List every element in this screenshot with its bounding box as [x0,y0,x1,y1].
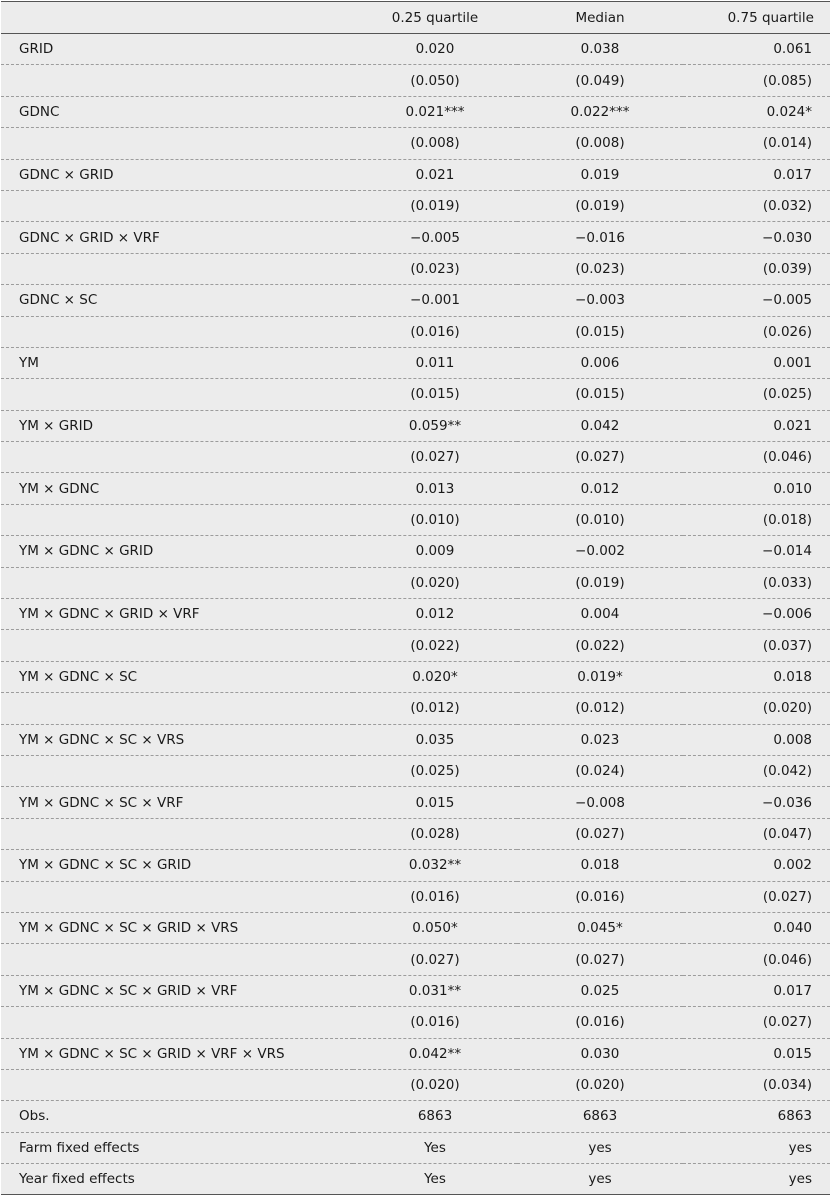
median-cell: 0.023 [517,724,683,755]
q25-cell: 0.011 [353,347,517,378]
variable-cell [1,1069,353,1100]
q25-cell: 0.015 [353,787,517,818]
q75-cell: (0.039) [683,253,830,284]
variable-cell: Farm fixed effects [1,1132,353,1163]
variable-cell [1,190,353,221]
regression-table [1,1,830,1195]
q75-cell: yes [683,1164,830,1195]
variable-cell [1,253,353,284]
median-cell: (0.020) [517,1069,683,1100]
median-cell: 0.038 [517,34,683,65]
median-cell: 0.030 [517,1038,683,1069]
q25-cell: 0.021 [353,159,517,190]
variable-cell: YM × GDNC × GRID × VRF [1,599,353,630]
table-row [1,975,830,1006]
q75-cell: 0.017 [683,975,830,1006]
median-cell: (0.027) [517,442,683,473]
median-cell: (0.019) [517,190,683,221]
median-cell: 0.042 [517,410,683,441]
table-row [1,693,830,724]
median-cell: 0.025 [517,975,683,1006]
median-cell: 0.019 [517,159,683,190]
q75-cell: (0.037) [683,630,830,661]
q25-cell: (0.028) [353,818,517,849]
q25-cell: (0.008) [353,128,517,159]
median-cell: 0.004 [517,599,683,630]
table-row [1,1038,830,1069]
median-cell: −0.003 [517,285,683,316]
variable-cell: GDNC [1,96,353,127]
variable-cell [1,630,353,661]
table-row [1,285,830,316]
median-cell: (0.008) [517,128,683,159]
q25-cell: 6863 [353,1101,517,1132]
variable-cell [1,504,353,535]
q75-cell: 6863 [683,1101,830,1132]
table-row [1,222,830,253]
q75-cell: (0.027) [683,1007,830,1038]
table-row [1,630,830,661]
q25-cell: 0.020 [353,34,517,65]
q25-cell: (0.022) [353,630,517,661]
q75-cell: (0.027) [683,881,830,912]
variable-cell: GDNC × SC [1,285,353,316]
median-cell: (0.049) [517,65,683,96]
q75-cell: (0.018) [683,504,830,535]
q75-cell: (0.032) [683,190,830,221]
table-row [1,504,830,535]
variable-cell [1,693,353,724]
variable-cell: YM [1,347,353,378]
q75-cell: 0.010 [683,473,830,504]
table-row [1,1069,830,1100]
q25-cell: (0.023) [353,253,517,284]
q75-cell: (0.046) [683,944,830,975]
variable-cell [1,944,353,975]
q25-cell: (0.050) [353,65,517,96]
q75-cell: (0.033) [683,567,830,598]
q25-cell: (0.016) [353,1007,517,1038]
median-cell: −0.008 [517,787,683,818]
variable-cell [1,881,353,912]
table-row [1,190,830,221]
q25-cell: −0.001 [353,285,517,316]
table-row [1,253,830,284]
q25-cell: 0.050* [353,912,517,943]
q25-cell: (0.027) [353,944,517,975]
q25-cell: (0.016) [353,316,517,347]
variable-cell: GRID [1,34,353,65]
median-cell: (0.012) [517,693,683,724]
variable-cell: GDNC × GRID × VRF [1,222,353,253]
header-q25: 0.25 quartile [353,2,517,34]
q75-cell: 0.002 [683,850,830,881]
q25-cell: Yes [353,1132,517,1163]
q75-cell: 0.024* [683,96,830,127]
q75-cell: −0.030 [683,222,830,253]
q75-cell: (0.034) [683,1069,830,1100]
table-row [1,599,830,630]
q75-cell: (0.014) [683,128,830,159]
q75-cell: 0.040 [683,912,830,943]
q75-cell: −0.036 [683,787,830,818]
table-row [1,536,830,567]
variable-cell: Obs. [1,1101,353,1132]
median-cell: 0.022*** [517,96,683,127]
q25-cell: Yes [353,1164,517,1195]
median-cell: (0.016) [517,1007,683,1038]
variable-cell: YM × GDNC × SC [1,661,353,692]
median-cell: (0.027) [517,944,683,975]
table-row [1,1164,830,1195]
header-row [1,2,830,34]
q75-cell: (0.020) [683,693,830,724]
header-median: Median [517,2,683,34]
table-row [1,567,830,598]
q25-cell: 0.032** [353,850,517,881]
median-cell: (0.023) [517,253,683,284]
q75-cell: −0.006 [683,599,830,630]
table-row [1,410,830,441]
q25-cell: 0.059** [353,410,517,441]
q25-cell: (0.012) [353,693,517,724]
median-cell: 0.012 [517,473,683,504]
median-cell: (0.010) [517,504,683,535]
q75-cell: 0.015 [683,1038,830,1069]
q25-cell: (0.015) [353,379,517,410]
median-cell: yes [517,1132,683,1163]
variable-cell [1,567,353,598]
q75-cell: (0.025) [683,379,830,410]
median-cell: (0.024) [517,755,683,786]
variable-cell: YM × GDNC × GRID [1,536,353,567]
median-cell: (0.022) [517,630,683,661]
median-cell: (0.015) [517,316,683,347]
q75-cell: 0.017 [683,159,830,190]
variable-cell: YM × GDNC [1,473,353,504]
q25-cell: (0.020) [353,1069,517,1100]
q75-cell: (0.085) [683,65,830,96]
variable-cell [1,442,353,473]
table-row [1,1132,830,1163]
q25-cell: (0.010) [353,504,517,535]
table-row [1,661,830,692]
q25-cell: 0.021*** [353,96,517,127]
table-row [1,944,830,975]
median-cell: 0.018 [517,850,683,881]
q75-cell: −0.014 [683,536,830,567]
q25-cell: 0.042** [353,1038,517,1069]
median-cell: 0.006 [517,347,683,378]
q75-cell: (0.046) [683,442,830,473]
variable-cell: YM × GDNC × SC × VRS [1,724,353,755]
variable-cell [1,1007,353,1038]
table-row [1,881,830,912]
table-row [1,1101,830,1132]
table-row [1,1007,830,1038]
q75-cell: (0.042) [683,755,830,786]
table-row [1,818,830,849]
table-row [1,34,830,65]
table-row [1,128,830,159]
q25-cell: 0.020* [353,661,517,692]
table-row [1,724,830,755]
variable-cell [1,316,353,347]
q25-cell: (0.019) [353,190,517,221]
variable-cell: YM × GDNC × SC × GRID × VRF × VRS [1,1038,353,1069]
median-cell: 6863 [517,1101,683,1132]
median-cell: yes [517,1164,683,1195]
q25-cell: (0.020) [353,567,517,598]
header-q75: 0.75 quartile [683,2,830,34]
q25-cell: (0.025) [353,755,517,786]
header-variable [1,2,353,34]
median-cell: −0.016 [517,222,683,253]
median-cell: (0.016) [517,881,683,912]
table-row [1,912,830,943]
q75-cell: −0.005 [683,285,830,316]
table-row [1,379,830,410]
q75-cell: 0.018 [683,661,830,692]
q75-cell: 0.021 [683,410,830,441]
variable-cell: YM × GDNC × SC × GRID × VRF [1,975,353,1006]
variable-cell [1,755,353,786]
variable-cell: YM × GDNC × SC × VRF [1,787,353,818]
q75-cell: 0.061 [683,34,830,65]
variable-cell: GDNC × GRID [1,159,353,190]
q25-cell: −0.005 [353,222,517,253]
median-cell: (0.027) [517,818,683,849]
q25-cell: 0.031** [353,975,517,1006]
table-row [1,850,830,881]
q25-cell: 0.035 [353,724,517,755]
median-cell: (0.019) [517,567,683,598]
median-cell: 0.019* [517,661,683,692]
variable-cell: YM × GRID [1,410,353,441]
variable-cell: YM × GDNC × SC × GRID [1,850,353,881]
table-row [1,347,830,378]
table-row [1,159,830,190]
q25-cell: 0.013 [353,473,517,504]
table-row [1,442,830,473]
q75-cell: (0.026) [683,316,830,347]
q75-cell: (0.047) [683,818,830,849]
variable-cell [1,128,353,159]
median-cell: −0.002 [517,536,683,567]
table-row [1,473,830,504]
variable-cell [1,65,353,96]
median-cell: 0.045* [517,912,683,943]
q75-cell: 0.001 [683,347,830,378]
variable-cell: Year fixed effects [1,1164,353,1195]
variable-cell: YM × GDNC × SC × GRID × VRS [1,912,353,943]
variable-cell [1,818,353,849]
table-row [1,755,830,786]
q25-cell: 0.009 [353,536,517,567]
q25-cell: 0.012 [353,599,517,630]
variable-cell [1,379,353,410]
table-body [1,34,830,1195]
q25-cell: (0.027) [353,442,517,473]
median-cell: (0.015) [517,379,683,410]
table-row [1,65,830,96]
table-row [1,787,830,818]
regression-table-panel [1,1,830,1194]
table-row [1,316,830,347]
q75-cell: yes [683,1132,830,1163]
table-row [1,96,830,127]
q75-cell: 0.008 [683,724,830,755]
q25-cell: (0.016) [353,881,517,912]
